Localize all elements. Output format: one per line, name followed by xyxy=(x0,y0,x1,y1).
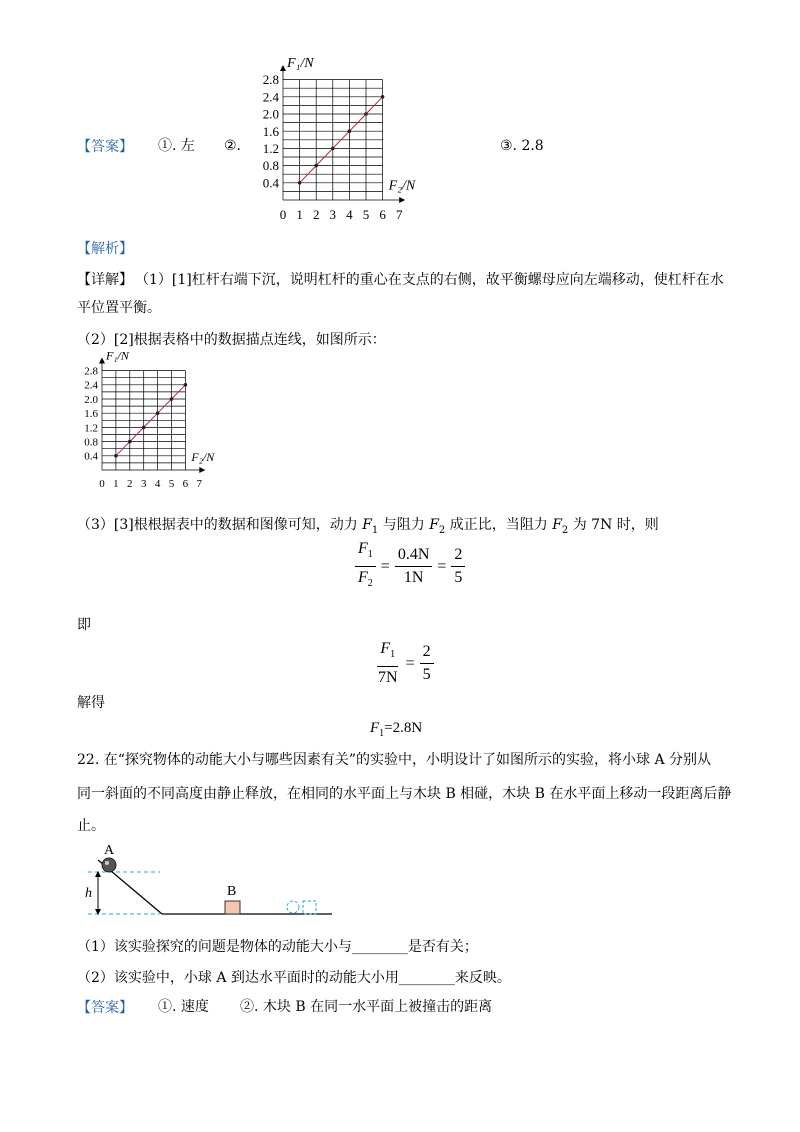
eq2-den2: 5 xyxy=(422,666,431,684)
y-axis-arrow xyxy=(99,358,105,364)
eq1-den3: 5 xyxy=(454,569,463,587)
y-tick-label: 0.4 xyxy=(84,450,98,463)
q22-answer-2: ②. 木块 B 在同一水平面上被撞击的距离 xyxy=(240,999,493,1015)
data-point xyxy=(381,95,385,99)
x-tick-label: 6 xyxy=(379,207,386,222)
q22-line-1: 22. 在“探究物体的动能大小与哪些因素有关”的实验中，小明设计了如图所示的实验，将小球 A 分别从 xyxy=(77,752,712,768)
detail-paragraph-2: （2）[2]根据表格中的数据描点连线，如图所示： xyxy=(77,332,386,348)
x-tick-label: 2 xyxy=(312,207,320,222)
eq2-den1: 7N xyxy=(378,669,398,687)
x-tick-label: 2 xyxy=(127,478,133,490)
detail-tag: 【详解】 xyxy=(77,272,133,288)
x-axis-label: F₂/N xyxy=(191,450,215,465)
chart-f1-f2-small xyxy=(82,350,252,499)
detail-paragraph-1-cont: 平位置平衡。 xyxy=(77,300,161,316)
y-axis-label: F₁/N xyxy=(287,56,314,71)
block-dashed xyxy=(303,901,316,914)
p3-part-d: 为 7N 时，则 xyxy=(568,517,659,533)
incline-diagram xyxy=(80,840,340,925)
q22-answer-1: ①. 速度 xyxy=(158,999,209,1015)
eq1-num2: 0.4N xyxy=(395,546,433,567)
y-axis-arrow xyxy=(280,65,286,71)
q22-line-2: 同一斜面的不同高度由静止释放，在相同的水平面上与木块 B 相碰，木块 B 在水平面上移动一段距离后静 xyxy=(77,786,732,802)
eq1-f1: F xyxy=(358,540,368,557)
q22-sub-1: （1）该实验探究的问题是物体的动能大小与________是否有关； xyxy=(77,939,478,955)
data-point xyxy=(364,112,368,116)
x-tick-label: 1 xyxy=(296,207,303,222)
result-sub: 1 xyxy=(379,728,385,739)
q22-answer-tag: 【答案】 xyxy=(77,1000,133,1016)
answer-item-1: ①. 左 xyxy=(158,138,195,154)
y-tick-label: 0.8 xyxy=(84,436,98,449)
y-tick-label: 2.8 xyxy=(84,365,98,378)
detail-paragraph-3 xyxy=(77,515,659,541)
data-point xyxy=(128,440,132,444)
eq1-den2: 1N xyxy=(403,569,424,587)
ball-a xyxy=(102,858,116,872)
data-point xyxy=(331,147,335,151)
jiede-text: 解得 xyxy=(77,695,105,711)
p3-part-c: 成正比，当阻力 xyxy=(445,517,553,533)
f1-sub: 1 xyxy=(371,524,379,536)
ball-dashed xyxy=(287,901,299,913)
p3-part-b: 与阻力 xyxy=(378,517,430,533)
label-b: B xyxy=(227,884,237,899)
x-tick-label: 4 xyxy=(154,478,161,490)
y-axis-label: F₁/N xyxy=(106,350,129,363)
result-value: =2.8N xyxy=(384,720,423,736)
label-a: A xyxy=(104,843,115,858)
y-tick-label: 1.2 xyxy=(262,140,279,156)
eq1-num3: 2 xyxy=(451,546,465,567)
x-tick-label: 7 xyxy=(196,478,203,490)
chart-svg xyxy=(82,350,252,495)
block-b xyxy=(225,901,240,914)
analysis-tag: 【解析】 xyxy=(77,241,133,257)
x-axis-arrow xyxy=(399,197,405,203)
x-tick-label: 5 xyxy=(362,207,370,222)
chart-f1-f2-large xyxy=(255,55,455,229)
data-point xyxy=(184,383,188,387)
q22-line-3: 止。 xyxy=(77,818,105,834)
x-tick-label: 3 xyxy=(329,207,337,222)
y-tick-label: 2.0 xyxy=(262,106,279,122)
y-tick-label: 0.8 xyxy=(262,158,279,174)
result-equation xyxy=(370,720,422,739)
ji-text: 即 xyxy=(77,617,91,633)
data-point xyxy=(298,181,302,185)
eq1-f2: F xyxy=(358,569,368,587)
answer-item-3: ③. 2.8 xyxy=(500,138,544,154)
f2-symbol-2: F xyxy=(552,517,562,533)
f2-sub-2: 2 xyxy=(561,524,569,536)
data-point xyxy=(156,411,160,415)
experiment-diagram xyxy=(80,840,340,929)
data-point xyxy=(348,129,352,133)
eq1-sub2: 2 xyxy=(367,578,373,590)
y-tick-label: 0.4 xyxy=(262,175,279,191)
y-tick-label: 2.4 xyxy=(262,89,279,105)
y-tick-label: 2.0 xyxy=(84,393,98,406)
eq1-sub1: 1 xyxy=(367,549,373,561)
detail-paragraph-1: （1）[1]杠杆右端下沉，说明杠杆的重心在支点的右侧，故平衡螺母应向左端移动，使杠杆在水 xyxy=(135,272,724,288)
f2-symbol: F xyxy=(429,517,439,533)
x-axis-arrow xyxy=(199,467,205,473)
chart-svg xyxy=(255,55,455,225)
y-tick-label: 1.6 xyxy=(262,123,279,139)
y-tick-label: 1.2 xyxy=(84,422,98,435)
equation-solve: $\frac{F_1}{7N}$ = $\frac{2}{5}$ xyxy=(373,640,436,687)
equation-ratio: $\frac{F_1}{F_2}$ = $\frac{0.4N}{1N}$ = $\frac{2}{5}$ xyxy=(353,540,467,593)
x-tick-label: 7 xyxy=(395,207,403,222)
q22-sub-2: （2）该实验中，小球 A 到达水平面时的动能大小用________来反映。 xyxy=(77,970,511,986)
y-tick-label: 1.6 xyxy=(84,408,98,421)
data-point xyxy=(314,164,318,168)
x-tick-label: 3 xyxy=(140,478,147,490)
y-tick-label: 2.8 xyxy=(262,72,279,88)
x-tick-label: 4 xyxy=(346,207,353,222)
x-axis-label: F₂/N xyxy=(388,178,416,194)
ball-a-highlight xyxy=(105,861,109,865)
data-point xyxy=(142,426,146,430)
result-f1: F xyxy=(370,720,380,736)
x-tick-label: 6 xyxy=(182,478,189,490)
eq2-sub1: 1 xyxy=(390,649,396,661)
y-tick-label: 2.4 xyxy=(84,379,98,392)
x-tick-label: 5 xyxy=(168,478,175,490)
x-tick-label: 0 xyxy=(99,478,105,490)
eq2-f1: F xyxy=(380,640,391,657)
x-tick-label: 1 xyxy=(113,478,119,490)
x-tick-label: 0 xyxy=(279,207,287,222)
h-label: h xyxy=(85,886,92,901)
answer-item-2: ②. xyxy=(224,138,242,154)
f2-sub: 2 xyxy=(438,524,446,536)
data-point xyxy=(114,454,118,458)
p3-part-a: （3）[3]根根据表中的数据和图像可知，动力 xyxy=(77,517,363,533)
answer-tag: 【答案】 xyxy=(77,139,133,155)
data-point xyxy=(170,397,174,401)
f1-symbol: F xyxy=(362,517,372,533)
eq2-num2: 2 xyxy=(420,643,434,664)
